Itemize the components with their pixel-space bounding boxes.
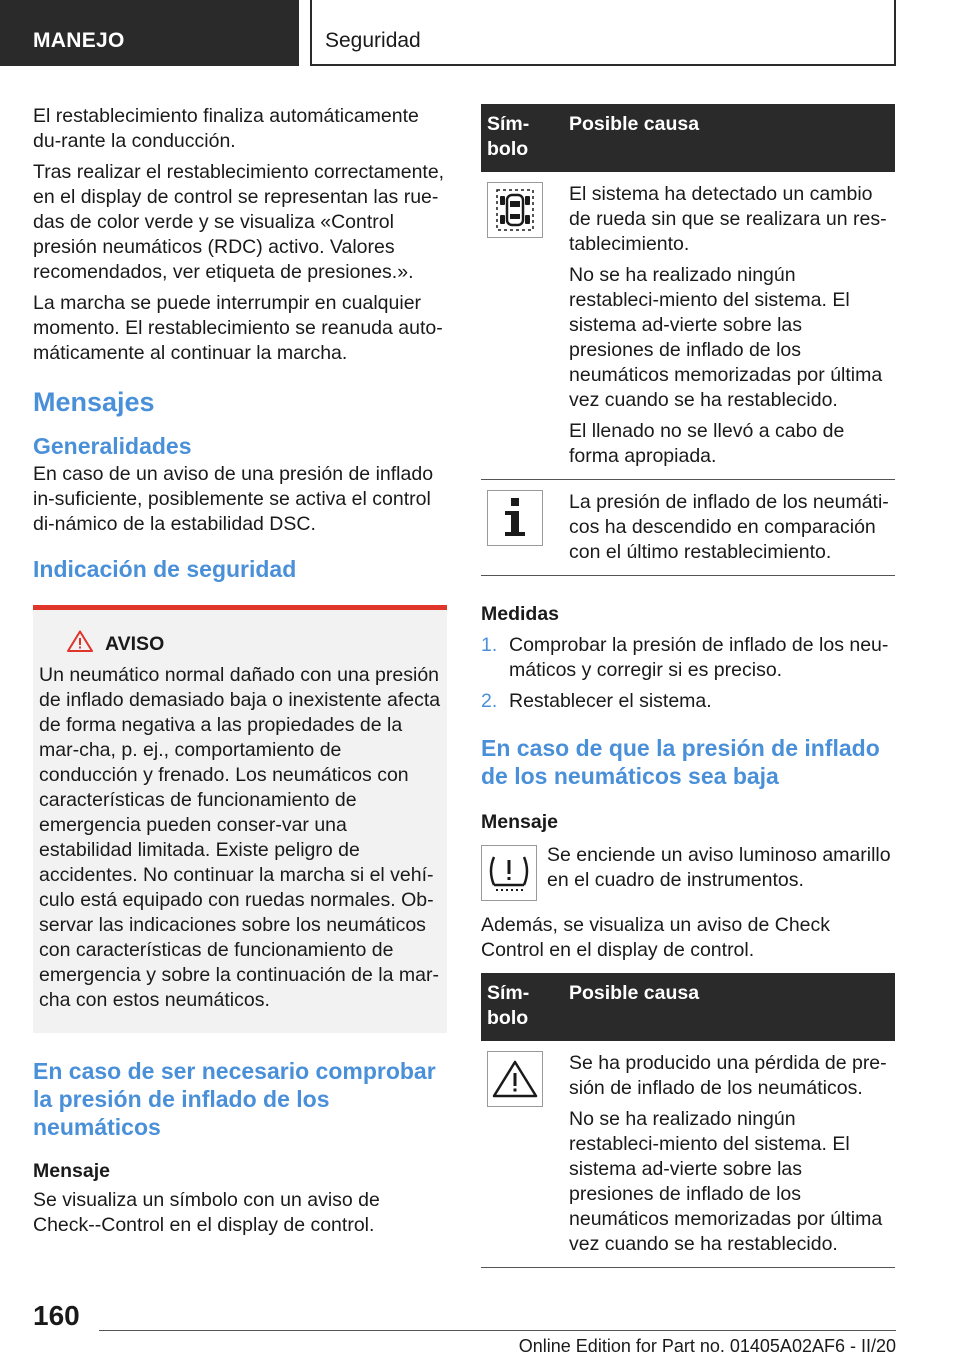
- heading-mensajes: Mensajes: [33, 387, 155, 417]
- table-row: [481, 480, 895, 576]
- heading-generalidades: Generalidades: [33, 433, 192, 459]
- tire-pressure-warning-icon: [481, 845, 537, 901]
- heading-mensaje-left: Mensaje: [33, 1160, 110, 1182]
- list-item: [481, 689, 895, 714]
- cause-text: No se ha realizado ningún restableci-miento del sistema. El sistema ad-vierte sobre las presiones de inflado de los neumáticos memorizadas por última vez cuando se ha restablecido.: [569, 264, 883, 411]
- paragraph: Se visualiza un símbolo con un aviso de Check--Control en el display de control.: [33, 1189, 380, 1236]
- left-column: [33, 104, 447, 1244]
- column-header-cause: Posible causa: [563, 973, 895, 1041]
- symbol-table-2: [481, 973, 895, 1268]
- paragraph: El restablecimiento finaliza automáticamente du-rante la conducción.: [33, 105, 419, 152]
- table-row: [481, 1041, 895, 1268]
- cause-text: Se ha producido una pérdida de pre-sión de inflado de los neumáticos.: [569, 1052, 887, 1099]
- warning-label: AVISO: [105, 633, 165, 655]
- page-number: 160: [33, 1300, 80, 1331]
- step-number: 2.: [481, 690, 498, 712]
- warning-triangle-icon: [67, 630, 93, 659]
- table-row: [481, 172, 895, 480]
- paragraph: La marcha se puede interrumpir en cualquier momento. El restablecimiento se reanuda auto-máticamente al continuar la marcha.: [33, 292, 443, 364]
- page-header: [0, 0, 960, 66]
- warning-box: [33, 605, 447, 1033]
- paragraph: Además, se visualiza un aviso de Check Control en el display de control.: [481, 914, 831, 961]
- heading-presion-baja: En caso de que la presión de inflado de los neumáticos sea baja: [481, 735, 880, 789]
- column-header-symbol: Sím-bolo: [481, 973, 563, 1041]
- car-tire-reset-icon: [487, 182, 543, 238]
- symbol-cell: [481, 480, 563, 576]
- symbol-cell: [481, 1041, 563, 1268]
- list-item: [481, 633, 895, 683]
- cause-text: El sistema ha detectado un cambio de rueda sin que se realizara un res-tablecimiento.: [569, 183, 887, 255]
- topic-title: Seguridad: [325, 29, 421, 52]
- column-header-symbol: Sím-bolo: [481, 104, 563, 172]
- heading-mensaje-right: Mensaje: [481, 811, 558, 833]
- cause-text: La presión de inflado de los neumáti-cos ha descendido en comparación con el último restablecimiento.: [569, 491, 889, 563]
- step-text: Restablecer el sistema.: [509, 690, 712, 712]
- column-header-cause: Posible causa: [563, 104, 895, 172]
- table-header-row: [481, 973, 895, 1041]
- cause-text: No se ha realizado ningún restableci-miento del sistema. El sistema ad-vierte sobre las presiones de inflado de los neumáticos memorizadas por última vez cuando se ha restablecido.: [569, 1108, 883, 1255]
- footer-divider: [99, 1330, 896, 1331]
- paragraph: Tras realizar el restablecimiento correctamente, en el display de control se representan las rue-das de color verde y se visualiza «Control presión neumáticos (RDC) activo. Valores recomendados, ver etiqueta de presiones.».: [33, 161, 445, 283]
- message-text: Se enciende un aviso luminoso amarillo en el cuadro de instrumentos.: [547, 844, 891, 891]
- section-title: MANEJO: [33, 29, 125, 52]
- heading-indicacion: Indicación de seguridad: [33, 556, 297, 582]
- section-tab: [0, 0, 299, 66]
- cause-text: El llenado no se llevó a cabo de forma apropiada.: [569, 420, 845, 467]
- right-column: [481, 104, 895, 1268]
- warning-title: [67, 630, 441, 659]
- table-header-row: [481, 104, 895, 172]
- info-icon: [487, 490, 543, 546]
- message-row: [481, 843, 895, 901]
- symbol-cell: [481, 172, 563, 480]
- warning-triangle-icon: [487, 1051, 543, 1107]
- step-number: 1.: [481, 634, 498, 656]
- heading-comprobar: En caso de ser necesario comprobar la presión de inflado de los neumáticos: [33, 1058, 436, 1140]
- topic-tab: [310, 0, 896, 66]
- symbol-table-1: [481, 104, 895, 576]
- steps-list: [481, 633, 895, 714]
- edition-text: Online Edition for Part no. 01405A02AF6 - II/20: [518, 1336, 896, 1356]
- heading-medidas: Medidas: [481, 603, 560, 625]
- step-text: Comprobar la presión de inflado de los neu-máticos y corregir si es preciso.: [509, 634, 889, 681]
- warning-text: Un neumático normal dañado con una presión de inflado demasiado baja o inexistente afecta de forma negativa a las propiedades de la mar-cha, p. ej., comportamiento de conducción y frenado. Los neumáticos con características de funcionamiento de emergencia pueden conser-var una estabilidad limitada. Existe peligro de accidentes. No continuar la marcha si el vehí-culo está equipado con ruedas normales. Ob-servar las indicaciones sobre los neumáticos con características de funcionamiento de emergencia y sobre la continuación de la mar-cha con estos neumáticos.: [39, 664, 441, 1011]
- cause-cell: [563, 172, 895, 480]
- cause-cell: [563, 1041, 895, 1268]
- paragraph: En caso de un aviso de una presión de inflado in-suficiente, posiblemente se activa el control di-námico de la estabilidad DSC.: [33, 463, 434, 535]
- cause-cell: [563, 480, 895, 576]
